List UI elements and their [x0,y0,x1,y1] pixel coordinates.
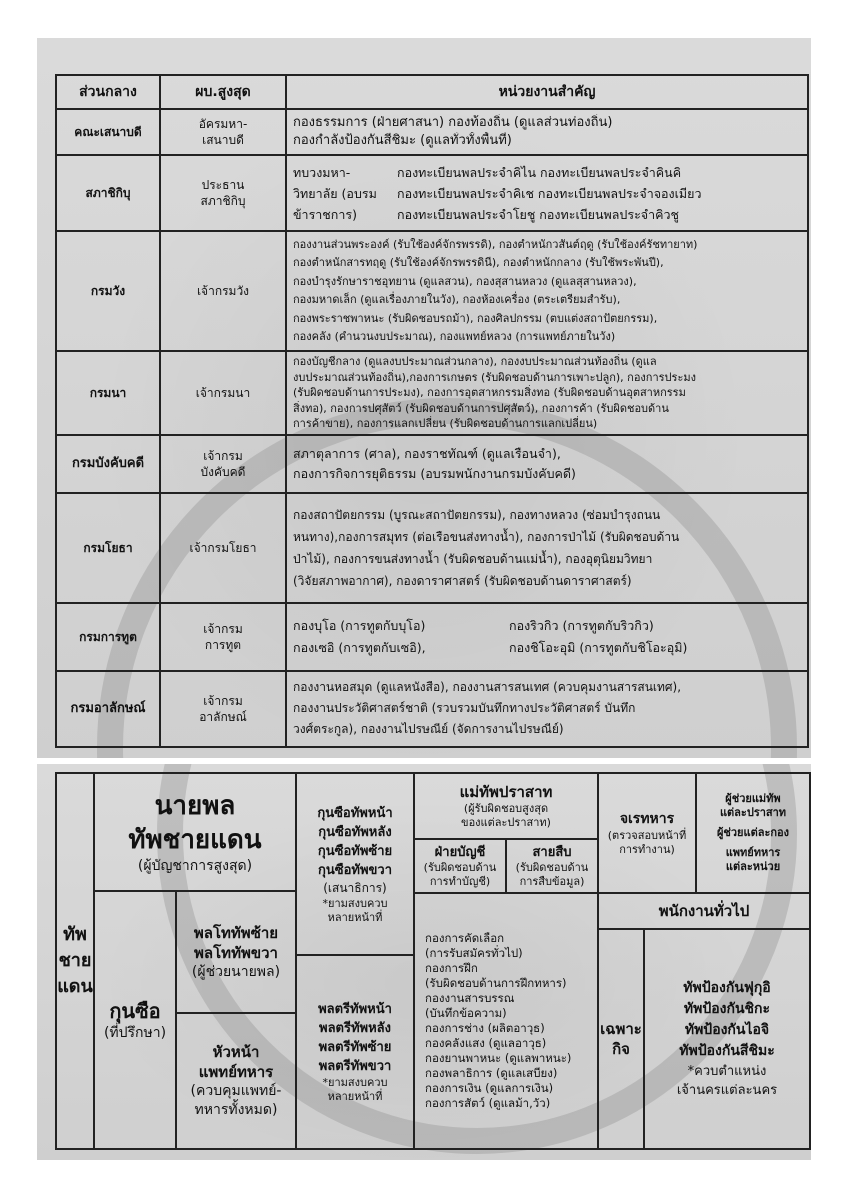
unit-line: สิ่งทอ), กองการปศุสัตว์ (รับผิดชอบด้านการปศุสัตว์), กองการค้า (รับผิดชอบด้าน [293,401,669,415]
unit-line: กองธรรมการ (ฝ่ายศาสนา) กองท้องถิ่น (ดูแลส่วนท่องถิ่น) [293,115,613,130]
commander-title: นายพล [154,790,236,821]
academy-block [293,162,397,225]
major-title: พลตรีทัพขวา [318,1059,392,1074]
inspector-box [597,772,697,894]
medic-title: แพทย์ทหาร [198,1063,274,1081]
chief-line: เจ้ากรม [203,621,243,636]
unit-line: กองบำรุงรักษาราชอุทยาน (ดูแลสวน), กองสุสานหลวง (ดูแลสุสานหลวง), [293,274,637,288]
row-units [286,351,808,435]
row-name: กรมอาลักษณ์ [56,671,160,747]
castle-box [413,772,599,840]
defense-note: เจ้านครแต่ละนคร [676,1083,778,1098]
department-item: (การรับสมัครทั่วไป) [425,946,523,960]
table-row [56,351,808,435]
medic-title: หัวหน้า [212,1043,260,1061]
lieutenants-box [175,890,297,1014]
chief-line: เจ้ากรมนา [195,385,251,400]
strategist-title: กุนซือทัพซ้าย [317,843,393,859]
department-item: กองยานพาหนะ (ดูแลพาหนะ) [425,1051,572,1065]
major-note: หลายหน้าที่ [327,1090,383,1103]
unit-line: กองงานหอสมุด (ดูแลหนังสือ), กองงานสารสนเทศ (ควบคุมงานสารสนเทศ), [293,680,682,694]
table-header-row [56,75,808,109]
chief-line: สภาชิกิบุ [200,194,246,208]
unit-line: กองกำลังป้องกันสีชิมะ (ดูแลทั่วทั้งพื้นที่) [293,133,512,148]
strategist-note: หลายหน้าที่ [327,910,383,924]
deputy-line: แต่ละหน่วย [725,860,781,873]
department-item: กองการฝึก [425,961,478,975]
unit-line: กองสถาปัตยกรรม (บูรณะสถาปัตยกรรม), กองทางหลวง (ซ่อมบำรุงถนน [293,507,661,522]
castle-title: แม่ทัพปราสาท [459,783,553,801]
defense-title: ทัพป้องกันไอจิ [684,1022,770,1038]
unit-line: กองมหาดเล็ก (ดูแลเรื่องภายในวัง), กองห้องเครื่อง (ตระเตรียมสำรับ), [293,293,621,306]
lieutenant-title: พลโททัพขวา [194,943,278,962]
row-chief [160,435,286,493]
major-note: *ยามสงบควบ [322,1076,388,1089]
majors-box [295,954,415,1150]
deputy-line: ผู้ช่วยแต่ละกอง [716,826,790,839]
intel-note: การสืบข้อมูล) [519,874,585,888]
header-commander: ผบ.สูงสุด [160,75,286,109]
header-central: ส่วนกลาง [56,75,160,109]
lieutenant-title: พลโททัพซ้าย [193,923,279,942]
medic-box [175,1012,297,1150]
department-item: กองคลังแสง (ดูแลอาวุธ) [425,1036,547,1050]
row-units [286,603,808,671]
deputy-box [695,772,811,894]
commander-note: (ผู้บัญชาการสูงสุด) [137,857,253,874]
unit-line: กองทะเบียนพลประจำโยชู กองทะเบียนพลประจำคิวชู [397,206,679,222]
inspector-note: การทำงาน) [619,843,675,856]
unit-line: กองริวกิว (การทูตกับริวกิว) [509,617,654,633]
strategist-title: กุนซือทัพหน้า [317,805,393,821]
table-row [56,435,808,493]
commander-title: ทัพชายแดน [128,824,262,855]
unit-line: การค้าขาย), กองการแลกเปลี่ยน (รับผิดชอบด้านการแลกเปลี่ยน) [293,417,598,430]
ministry-panel [37,38,811,758]
intel-note: (รับผิดชอบด้าน [515,860,589,874]
castle-note: (ผู้รับผิดชอบสูงสุด [463,802,549,815]
defense-title: ทัพป้องกันฟุกุอิ [683,980,771,996]
academy-line: วิทยาลัย (อบรม [293,185,377,201]
castle-note: ของแต่ละปราสาท) [461,816,551,829]
chief-line: อัครมหา- [198,117,248,131]
side-line: แดน [57,976,93,997]
defense-box [643,928,811,1150]
defense-note: *ควบตำแหน่ง [687,1064,767,1079]
unit-line: (วิจัยสภาพอากาศ), กองดาราศาสตร์ (รับผิดชอบด้านดาราศาสตร์) [293,573,632,588]
deputy-line: ผู้ช่วยแม่ทัพ [725,792,781,805]
departments-box [413,892,599,1150]
table-row [56,109,808,155]
strategist-title: กุนซือทัพขวา [317,862,392,878]
accounts-note: (รับผิดชอบด้าน [423,860,497,874]
unit-line: กองทะเบียนพลประจำคิไน กองทะเบียนพลประจำคินคิ [397,164,682,180]
medic-note: ทหารทั้งหมด) [194,1102,278,1118]
department-item: กองการเงิน (ดูแลการเงิน) [425,1081,554,1095]
row-name: กรมการทูต [56,603,160,671]
chief-line: การทูต [204,637,242,652]
advisor-box [93,890,177,1150]
unit-line: งบประมาณส่วนท้องถิ่น),กองการเกษตร (รับผิดชอบด้านการเพาะปลูก), กองการประมง [293,370,696,384]
unit-line: กองคลัง (คำนวนงบประมาณ), กองแพทย์หลวง (การแพทย์ภายในวัง) [293,330,616,343]
row-chief [160,603,286,671]
intel-title: สายสืบ [532,844,572,860]
accounts-box [413,838,507,894]
row-chief [160,671,286,747]
row-name: กรมโยธา [56,493,160,603]
chief-line: เจ้ากรม [203,448,243,463]
accounts-note: การทำบัญชี) [429,874,491,888]
unit-line: (รับผิดชอบด้านการประมง), กองการอุตสาหกรรมสิ่งทอ (รับผิดชอบด้านอุตสาหกรรม [293,386,686,399]
inspector-note: (ตรวจสอบหน้าที่ [607,829,687,842]
army-panel [37,764,811,1160]
table-row [56,493,808,603]
unit-line: กองตำหนักสารทฤดู (รับใช้องค์จักรพรรดินี), กองตำหนักกลาง (รับใช้พระพันปี), [293,256,664,269]
chief-line: บังคับคดี [200,464,246,479]
row-units [286,435,808,493]
staff-title: พนักงานทั่วไป [658,902,750,920]
unit-line: กองงานประวัติศาสตร์ชาติ (รวบรวมบันทึกทางประวัติศาสตร์ บันทึก [293,701,636,715]
row-units [286,671,808,747]
unit-line: กองงานส่วนพระองค์ (รับใช้องค์จักรพรรดิ), กองตำหนักวสันต์ฤดู (รับใช้องค์รัชทายาท) [293,237,698,251]
intel-box [505,838,599,894]
unit-line: สภาตุลาการ (ศาล), กองราชทัณฑ์ (ดูแลเรือนจำ), [293,445,561,461]
strategist-title: กุนซือทัพหลัง [318,824,392,840]
row-units [286,109,808,155]
inspector-title: จเรทหาร [619,811,675,827]
department-item: กองพลาธิการ (ดูแลเสบียง) [425,1066,558,1080]
academy-line: ข้าราชการ) [293,206,357,222]
department-item: กองการช่าง (ผลิตอาวุธ) [425,1021,545,1035]
major-title: พลตรีทัพซ้าย [318,1040,392,1055]
major-title: พลตรีทัพหน้า [318,1002,392,1017]
ministry-table [55,74,809,748]
header-units: หน่วยงานสำคัญ [286,75,808,109]
special-box [597,928,645,1150]
unit-line: กองบัญชีกลาง (ดูแลงบประมาณส่วนกลาง), กองงบประมาณส่วนท้องถิ่น (ดูแล [293,355,657,368]
chief-line: เจ้ากรมโยธา [189,540,257,555]
accounts-title: ฝ่ายบัญชี [434,844,486,860]
row-name: กรมวัง [56,231,160,351]
table-row [56,671,808,747]
side-line: ชาย [58,950,92,971]
unit-line: กองชิโอะอุมิ (การทูตกับชิโอะอุมิ) [509,639,688,655]
side-line: ทัพ [63,924,87,945]
row-units [286,231,808,351]
deputy-line: แต่ละปราสาท [719,806,787,819]
row-units [286,493,808,603]
row-name: กรมบังคับคดี [56,435,160,493]
unit-line: กองพระราชพาหนะ (รับผิดชอบรถม้า), กองศิลปกรรม (ตบแต่งสถาปัตยกรรม), [293,311,658,325]
strategists-box [295,772,415,956]
special-line: กิจ [612,1040,630,1058]
staff-box [597,892,811,930]
department-item: (บันทึกข้อความ) [425,1006,507,1020]
advisor-title: กุนซือ [109,998,161,1023]
commander-box [93,772,297,892]
chief-line: เจ้ากรม [203,693,243,708]
unit-line: หนทาง),กองการสมุทร (ต่อเรือขนส่งทางน้ำ), กองการป่าไม้ (รับผิดชอบด้าน [293,529,680,544]
department-item: กองการคัดเลือก [425,931,505,945]
unit-line: กองทะเบียนพลประจำคิเช กองทะเบียนพลประจำจองเมียว [397,185,702,201]
row-units [286,155,808,231]
department-item: (รับผิดชอบด้านการฝึกทหาร) [425,976,567,990]
defense-title: ทัพป้องกันชิกะ [683,1001,771,1017]
unit-line: กองการกิจการยุติธรรม (อบรมพนักงานกรมบังคับคดี) [293,465,576,481]
chief-line: ประธาน [201,178,245,192]
deputy-line: แพทย์ทหาร [725,846,781,859]
department-item: กองงานสารบรรณ [425,991,515,1005]
medic-note: (ควบคุมแพทย์- [190,1083,282,1099]
table-row [56,231,808,351]
table-row [56,155,808,231]
row-name: คณะเสนาบดี [56,109,160,155]
row-chief [160,351,286,435]
advisor-note: (ที่ปรึกษา) [103,1024,167,1041]
strategist-note: *ยามสงบควบ [322,896,388,910]
chief-line: เจ้ากรมวัง [196,284,250,298]
defense-title: ทัพป้องกันสีชิมะ [679,1043,775,1059]
row-chief [160,231,286,351]
row-name: สภาชิกิบุ [56,155,160,231]
chief-line: อาลักษณ์ [199,709,247,724]
department-item: กองการสัตว์ (ดูแลม้า,วัว) [425,1096,551,1110]
side-label [55,772,95,1150]
strategist-sub: (เสนาธิการ) [323,880,387,895]
academy-line: ทบวงมหา- [293,164,351,180]
table-row [56,603,808,671]
row-name: กรมนา [56,351,160,435]
row-chief [160,493,286,603]
major-title: พลตรีทัพหลัง [319,1021,391,1036]
lieutenant-note: (ผู้ช่วยนายพล) [191,963,281,980]
unit-line: วงศ์ตระกูล), กองงานไปรษณีย์ (จัดการงานไปรษณีย์) [293,722,564,736]
chief-line: เสนาบดี [202,133,244,147]
unit-line: ป่าไม้), กองการขนส่งทางน้ำ (รับผิดชอบด้านแม่น้ำ), กองอุตุนิยมวิทยา [293,551,653,566]
special-line: เฉพาะ [600,1020,642,1038]
unit-line: กองบุโอ (การทูตกับบุโอ) [293,617,426,633]
row-chief [160,109,286,155]
row-chief [160,155,286,231]
unit-line: กองเซอิ (การทูตกับเซอิ), [293,639,426,655]
